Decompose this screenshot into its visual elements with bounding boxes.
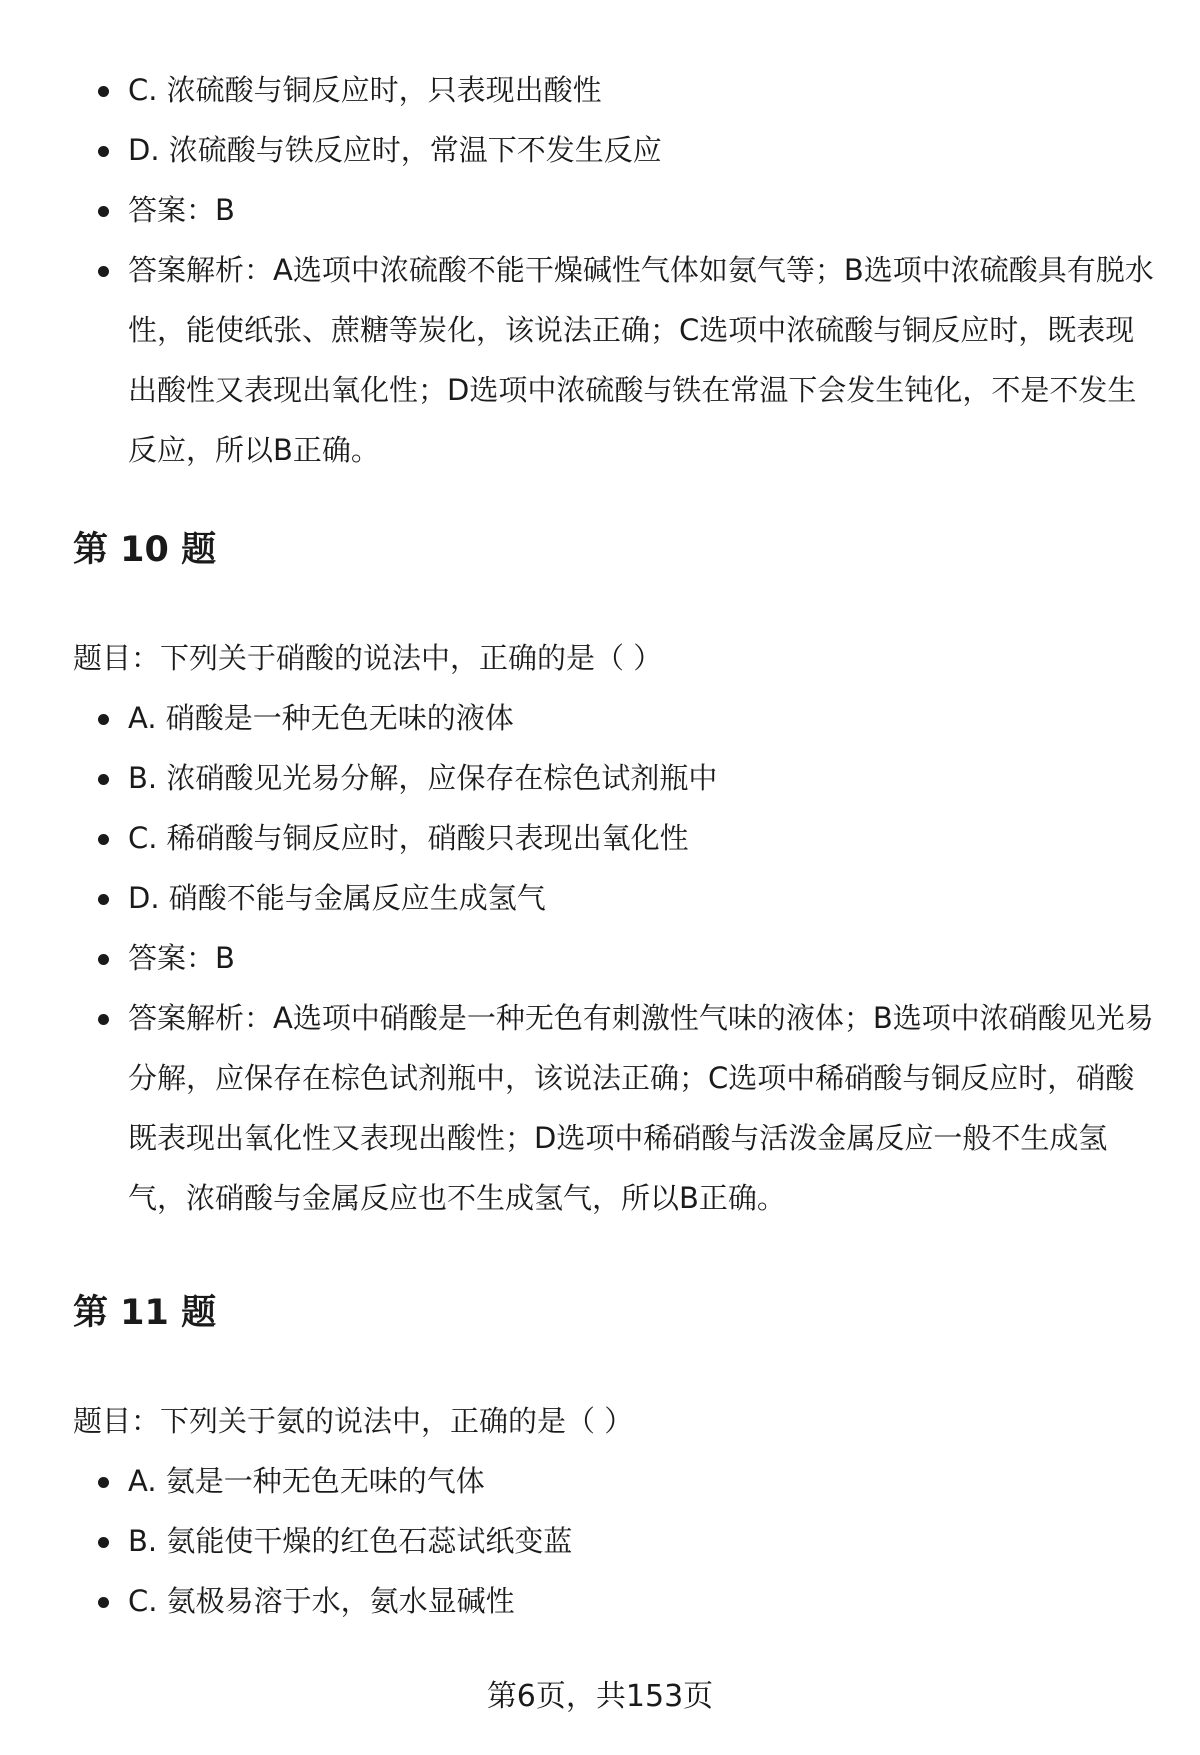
option-d: D. 硝酸不能与金属反应生成氢气 <box>0 868 1200 928</box>
option-b: B. 浓硝酸见光易分解，应保存在棕色试剂瓶中 <box>0 748 1200 808</box>
answer: 答案：B <box>0 180 1200 240</box>
option-b: B. 氨能使干燥的红色石蕊试纸变蓝 <box>0 1511 1200 1571</box>
option-c: C. 浓硫酸与铜反应时，只表现出酸性 <box>0 60 1200 120</box>
question-heading: 第 10 题 <box>73 530 217 570</box>
page-number-footer: 第6页，共153页 <box>486 1679 714 1714</box>
option-a: A. 氨是一种无色无味的气体 <box>0 1451 1200 1511</box>
question-11 <box>0 1283 1200 1631</box>
question-stem: 题目：下列关于氨的说法中，正确的是（ ） <box>73 1404 634 1438</box>
answer: 答案：B <box>0 928 1200 988</box>
question-9-option-list <box>0 60 1200 480</box>
answer-explanation: 答案解析：A选项中硝酸是一种无色有刺激性气味的液体；B选项中浓硝酸见光易分解，应保存在棕色试剂瓶中，该说法正确；C选项中稀硝酸与铜反应时，硝酸既表现出氧化性又表现出酸性；D选项中稀硝酸与活泼金属反应一般不生成氢气，浓硝酸与金属反应也不生成氢气，所以B正确。 <box>0 988 1200 1228</box>
question-9-continued <box>0 60 1200 480</box>
option-a: A. 硝酸是一种无色无味的液体 <box>0 688 1200 748</box>
option-c: C. 氨极易溶于水，氨水显碱性 <box>0 1571 1200 1631</box>
option-c: C. 稀硝酸与铜反应时，硝酸只表现出氧化性 <box>0 808 1200 868</box>
option-d: D. 浓硫酸与铁反应时，常温下不发生反应 <box>0 120 1200 180</box>
question-stem: 题目：下列关于硝酸的说法中，正确的是（ ） <box>73 641 663 675</box>
question-10-option-list <box>0 688 1200 1228</box>
question-heading: 第 11 题 <box>73 1293 217 1333</box>
answer-explanation: 答案解析：A选项中浓硫酸不能干燥碱性气体如氨气等；B选项中浓硫酸具有脱水性，能使纸张、蔗糖等炭化，该说法正确；C选项中浓硫酸与铜反应时，既表现出酸性又表现出氧化性；D选项中浓硫酸与铁在常温下会发生钝化，不是不发生反应，所以B正确。 <box>0 240 1200 480</box>
question-10 <box>0 520 1200 1228</box>
question-11-option-list <box>0 1451 1200 1631</box>
